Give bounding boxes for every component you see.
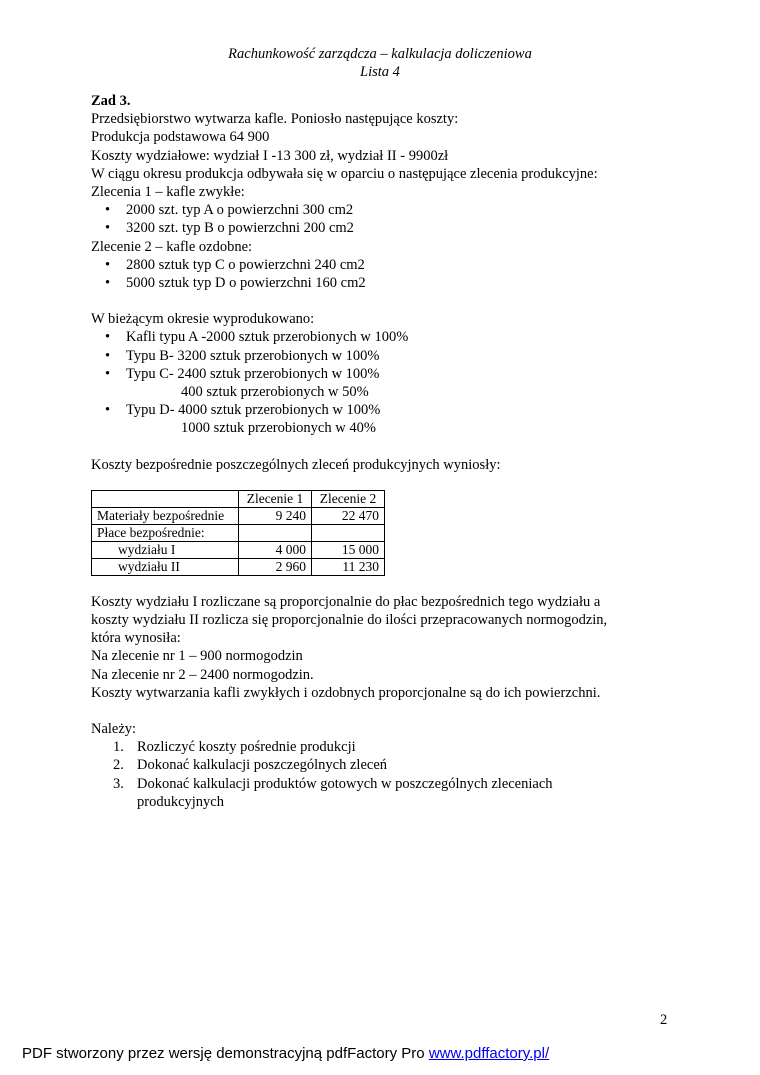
footer-watermark xyxy=(22,1045,549,1062)
table-row xyxy=(92,524,385,541)
allocation-line: która wynosiła: xyxy=(91,630,181,647)
direct-costs-title: Koszty bezpośrednie poszczególnych zleceń produkcyjnych wyniosły: xyxy=(91,456,501,473)
required-list xyxy=(91,738,691,811)
list-item xyxy=(91,401,691,437)
produced-list xyxy=(91,328,691,437)
list-item-text: Rozliczyć koszty pośrednie produkcji xyxy=(137,739,356,756)
table-cell: 4 000 xyxy=(239,541,312,558)
list-item: • 5000 sztuk typ D o powierzchni 160 cm2 xyxy=(91,274,691,292)
table-header-cell: Zlecenie 1 xyxy=(239,490,312,507)
table-cell: Płace bezpośrednie: xyxy=(92,524,239,541)
table-cell: wydziału II xyxy=(92,558,239,575)
allocation-line: Na zlecenie nr 2 – 2400 normogodzin. xyxy=(91,666,314,683)
table-row xyxy=(92,507,385,524)
list-item xyxy=(91,328,691,346)
order1-title: Zlecenia 1 – kafle zwykłe: xyxy=(91,184,245,201)
list-item-text: produkcyjnych xyxy=(137,793,224,810)
task-content xyxy=(91,92,691,811)
list-item: • 3200 szt. typ B o powierzchni 200 cm2 xyxy=(91,219,691,237)
intro-line: W ciągu okresu produkcja odbywała się w oparciu o następujące zlecenia produkcyjne: xyxy=(91,165,598,182)
order1-list xyxy=(91,201,691,237)
produced-title: W bieżącym okresie wyprodukowano: xyxy=(91,311,315,328)
allocation-line: koszty wydziału II rozlicza się proporcjonalnie do ilości przepracowanych normogodzin, xyxy=(91,612,608,629)
list-item-number: 2. xyxy=(113,757,124,774)
list-item xyxy=(91,365,691,401)
list-item-text: Typu D- 4000 sztuk przerobionych w 100% xyxy=(126,402,381,419)
list-item xyxy=(91,738,691,756)
allocation-line: Koszty wydziału I rozliczane są proporcjonalnie do płac bezpośrednich tego wydziału a xyxy=(91,593,601,610)
list-item-text: Dokonać kalkulacji produktów gotowych w poszczególnych zleceniach xyxy=(137,775,553,792)
footer-link[interactable]: www.pdffactory.pl/ xyxy=(428,1045,550,1062)
allocation-line: Koszty wytwarzania kafli zwykłych i ozdobnych proporcjonalne są do ich powierzchni. xyxy=(91,684,601,701)
table-header-row xyxy=(92,490,385,507)
header-subtitle: Lista 4 xyxy=(360,64,400,80)
intro-line: Przedsiębiorstwo wytwarza kafle. Poniosło następujące koszty: xyxy=(91,111,459,128)
table-header-cell xyxy=(92,490,239,507)
table-cell xyxy=(239,524,312,541)
header-title: Rachunkowość zarządcza – kalkulacja doliczeniowa xyxy=(228,46,532,62)
list-item-continuation: 400 sztuk przerobionych w 50% xyxy=(181,384,369,401)
allocation-line: Na zlecenie nr 1 – 900 normogodzin xyxy=(91,648,303,665)
table-cell: 9 240 xyxy=(239,507,312,524)
table-cell: 22 470 xyxy=(312,507,385,524)
list-item-number: 1. xyxy=(113,739,124,756)
table-header-cell: Zlecenie 2 xyxy=(312,490,385,507)
list-item-text: Typu C- 2400 sztuk przerobionych w 100% xyxy=(126,365,380,382)
table-cell: 2 960 xyxy=(239,558,312,575)
table-cell: 15 000 xyxy=(312,541,385,558)
table-row xyxy=(92,558,385,575)
list-item xyxy=(91,347,691,365)
table-cell xyxy=(312,524,385,541)
list-item-continuation: 1000 sztuk przerobionych w 40% xyxy=(181,420,376,437)
intro-line: Koszty wydziałowe: wydział I -13 300 zł, wydział II - 9900zł xyxy=(91,147,449,164)
page-number: 2 xyxy=(660,1012,668,1028)
footer-text: PDF stworzony przez wersję demonstracyjną pdfFactory Pro xyxy=(22,1045,429,1062)
list-item-text: Dokonać kalkulacji poszczególnych zleceń xyxy=(137,757,388,774)
task-heading: Zad 3. xyxy=(91,93,131,109)
list-item-number: 3. xyxy=(113,775,124,792)
list-item: • 2000 szt. typ A o powierzchni 300 cm2 xyxy=(91,201,691,219)
required-title: Należy: xyxy=(91,721,137,738)
table-cell: wydziału I xyxy=(92,541,239,558)
order2-title: Zlecenie 2 – kafle ozdobne: xyxy=(91,238,253,255)
direct-costs-table xyxy=(91,490,385,576)
table-row xyxy=(92,541,385,558)
list-item-text: Typu B- 3200 sztuk przerobionych w 100% xyxy=(126,347,380,364)
list-item: • 2800 sztuk typ C o powierzchni 240 cm2 xyxy=(91,256,691,274)
list-item xyxy=(91,775,691,811)
list-item-text: Kafli typu A -2000 sztuk przerobionych w 100% xyxy=(126,329,409,346)
table-cell: 11 230 xyxy=(312,558,385,575)
table-cell: Materiały bezpośrednie xyxy=(92,507,239,524)
order2-list xyxy=(91,256,691,292)
list-item xyxy=(91,756,691,774)
intro-line: Produkcja podstawowa 64 900 xyxy=(91,129,270,146)
